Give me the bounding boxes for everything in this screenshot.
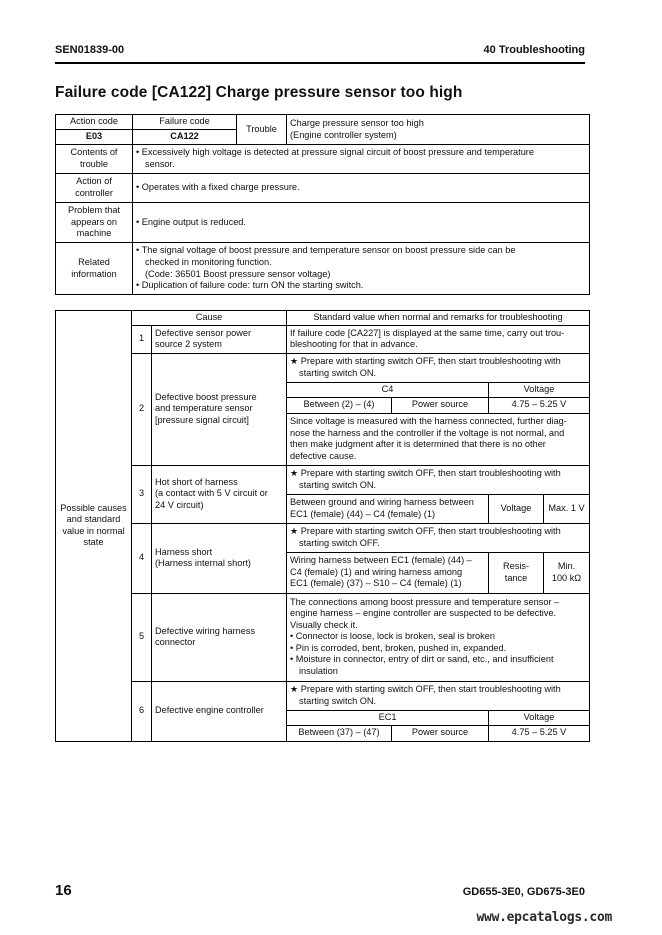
action-of-controller: • Operates with a fixed charge pressure. [133, 174, 590, 203]
cause-text: Harness short (Harness internal short) [152, 523, 287, 593]
standard-header: Standard value when normal and remarks for troubleshooting [287, 311, 590, 326]
section-title: 40 Troubleshooting [483, 44, 585, 56]
cause-number: 3 [132, 465, 152, 523]
prepare-note: ★ Prepare with starting switch OFF, then start troubleshooting with starting switch ON. [287, 681, 590, 710]
measure-item: Voltage [489, 494, 544, 523]
cause-number: 2 [132, 353, 152, 465]
row-label-contents: Contents of trouble [56, 145, 133, 174]
row-label-related: Related information [56, 243, 133, 295]
cause-text: Defective boost pressure and temperature sensor [pressure signal circuit] [152, 353, 287, 465]
row-label-action: Action of controller [56, 174, 133, 203]
failure-code: CA122 [133, 130, 237, 145]
measure-value: 4.75 – 5.25 V [489, 397, 590, 413]
prepare-note: ★ Prepare with starting switch OFF, then start troubleshooting with starting switch ON. [287, 353, 590, 382]
measure-item: Resis- tance [489, 552, 544, 593]
page-title: Failure code [CA122] Charge pressure sensor too high [55, 84, 463, 101]
failure-info-table [55, 114, 590, 295]
measure-value: 4.75 – 5.25 V [489, 725, 590, 741]
cause-number: 6 [132, 681, 152, 741]
cause-text: Defective wiring harness connector [152, 593, 287, 681]
voltage-header: Voltage [489, 382, 590, 397]
problem-on-machine: • Engine output is reduced. [133, 203, 590, 243]
measure-condition: Wiring harness between EC1 (female) (44) – C4 (female) (1) and wiring harness among EC1 (female) (37) – S10 – C4 (female) (1) [287, 552, 489, 593]
cause-text: Hot short of harness (a contact with 5 V circuit or 24 V circuit) [152, 465, 287, 523]
diagnosis-note: Since voltage is measured with the harness connected, further diag- nose the harness and the controller if the voltage is not normal, and then make judgment after it is determined that there is no other defective cause. [287, 413, 590, 465]
failure-code-header: Failure code [133, 115, 237, 130]
watermark: www.epcatalogs.com [476, 910, 612, 925]
cause-text: Defective engine controller [152, 681, 287, 741]
measure-condition: Between ground and wiring harness between EC1 (female) (44) – C4 (female) (1) [287, 494, 489, 523]
trouble-label: Trouble [237, 115, 287, 145]
cause-number: 4 [132, 523, 152, 593]
measure-condition: Power source [392, 397, 489, 413]
voltage-header: Voltage [489, 710, 590, 725]
measure-condition: Power source [392, 725, 489, 741]
cause-number: 5 [132, 593, 152, 681]
measure-value: Max. 1 V [544, 494, 590, 523]
action-code-header: Action code [56, 115, 133, 130]
possible-causes-label: Possible causes and standard value in normal state [56, 311, 132, 742]
cause-number: 1 [132, 325, 152, 353]
model-name: GD655-3E0, GD675-3E0 [462, 886, 585, 898]
possible-causes-table [55, 310, 590, 742]
prepare-note: ★ Prepare with starting switch OFF, then start troubleshooting with starting switch OFF. [287, 523, 590, 552]
connector-header: C4 [287, 382, 489, 397]
prepare-note: ★ Prepare with starting switch OFF, then start troubleshooting with starting switch ON. [287, 465, 590, 494]
measure-value: Min. 100 kΩ [544, 552, 590, 593]
contents-of-trouble: • Excessively high voltage is detected at pressure signal circuit of boost pressure and temperature sensor. [133, 145, 590, 174]
row-label-problem: Problem that appears on machine [56, 203, 133, 243]
cause-header: Cause [132, 311, 287, 326]
doc-code: SEN01839-00 [55, 44, 125, 56]
header-rule [55, 62, 585, 64]
related-information: • The signal voltage of boost pressure and temperature sensor on boost pressure side can be checked in monitoring function. (Code: 36501 Boost pressure sensor voltage) • Duplication of failure code: turn ON the starting switch. [133, 243, 590, 295]
measure-between: Between (37) – (47) [287, 725, 392, 741]
connector-header: EC1 [287, 710, 489, 725]
cause-text: Defective sensor power source 2 system [152, 325, 287, 353]
trouble-description: Charge pressure sensor too high (Engine controller system) [287, 115, 590, 145]
standard-text: The connections among boost pressure and temperature sensor – engine harness – engine controller are suspected to be defective. Visually check it. • Connector is loose, lock is broken, seal is broken • Pin is corroded, bent, broken, pushed in, expanded. • Moisture in connector, entry of dirt or sand, etc., and insufficient insulation [287, 593, 590, 681]
standard-text: If failure code [CA227] is displayed at the same time, carry out trou- bleshooting for that in advance. [287, 325, 590, 353]
action-code: E03 [56, 130, 133, 145]
page-number: 16 [55, 882, 72, 899]
measure-between: Between (2) – (4) [287, 397, 392, 413]
